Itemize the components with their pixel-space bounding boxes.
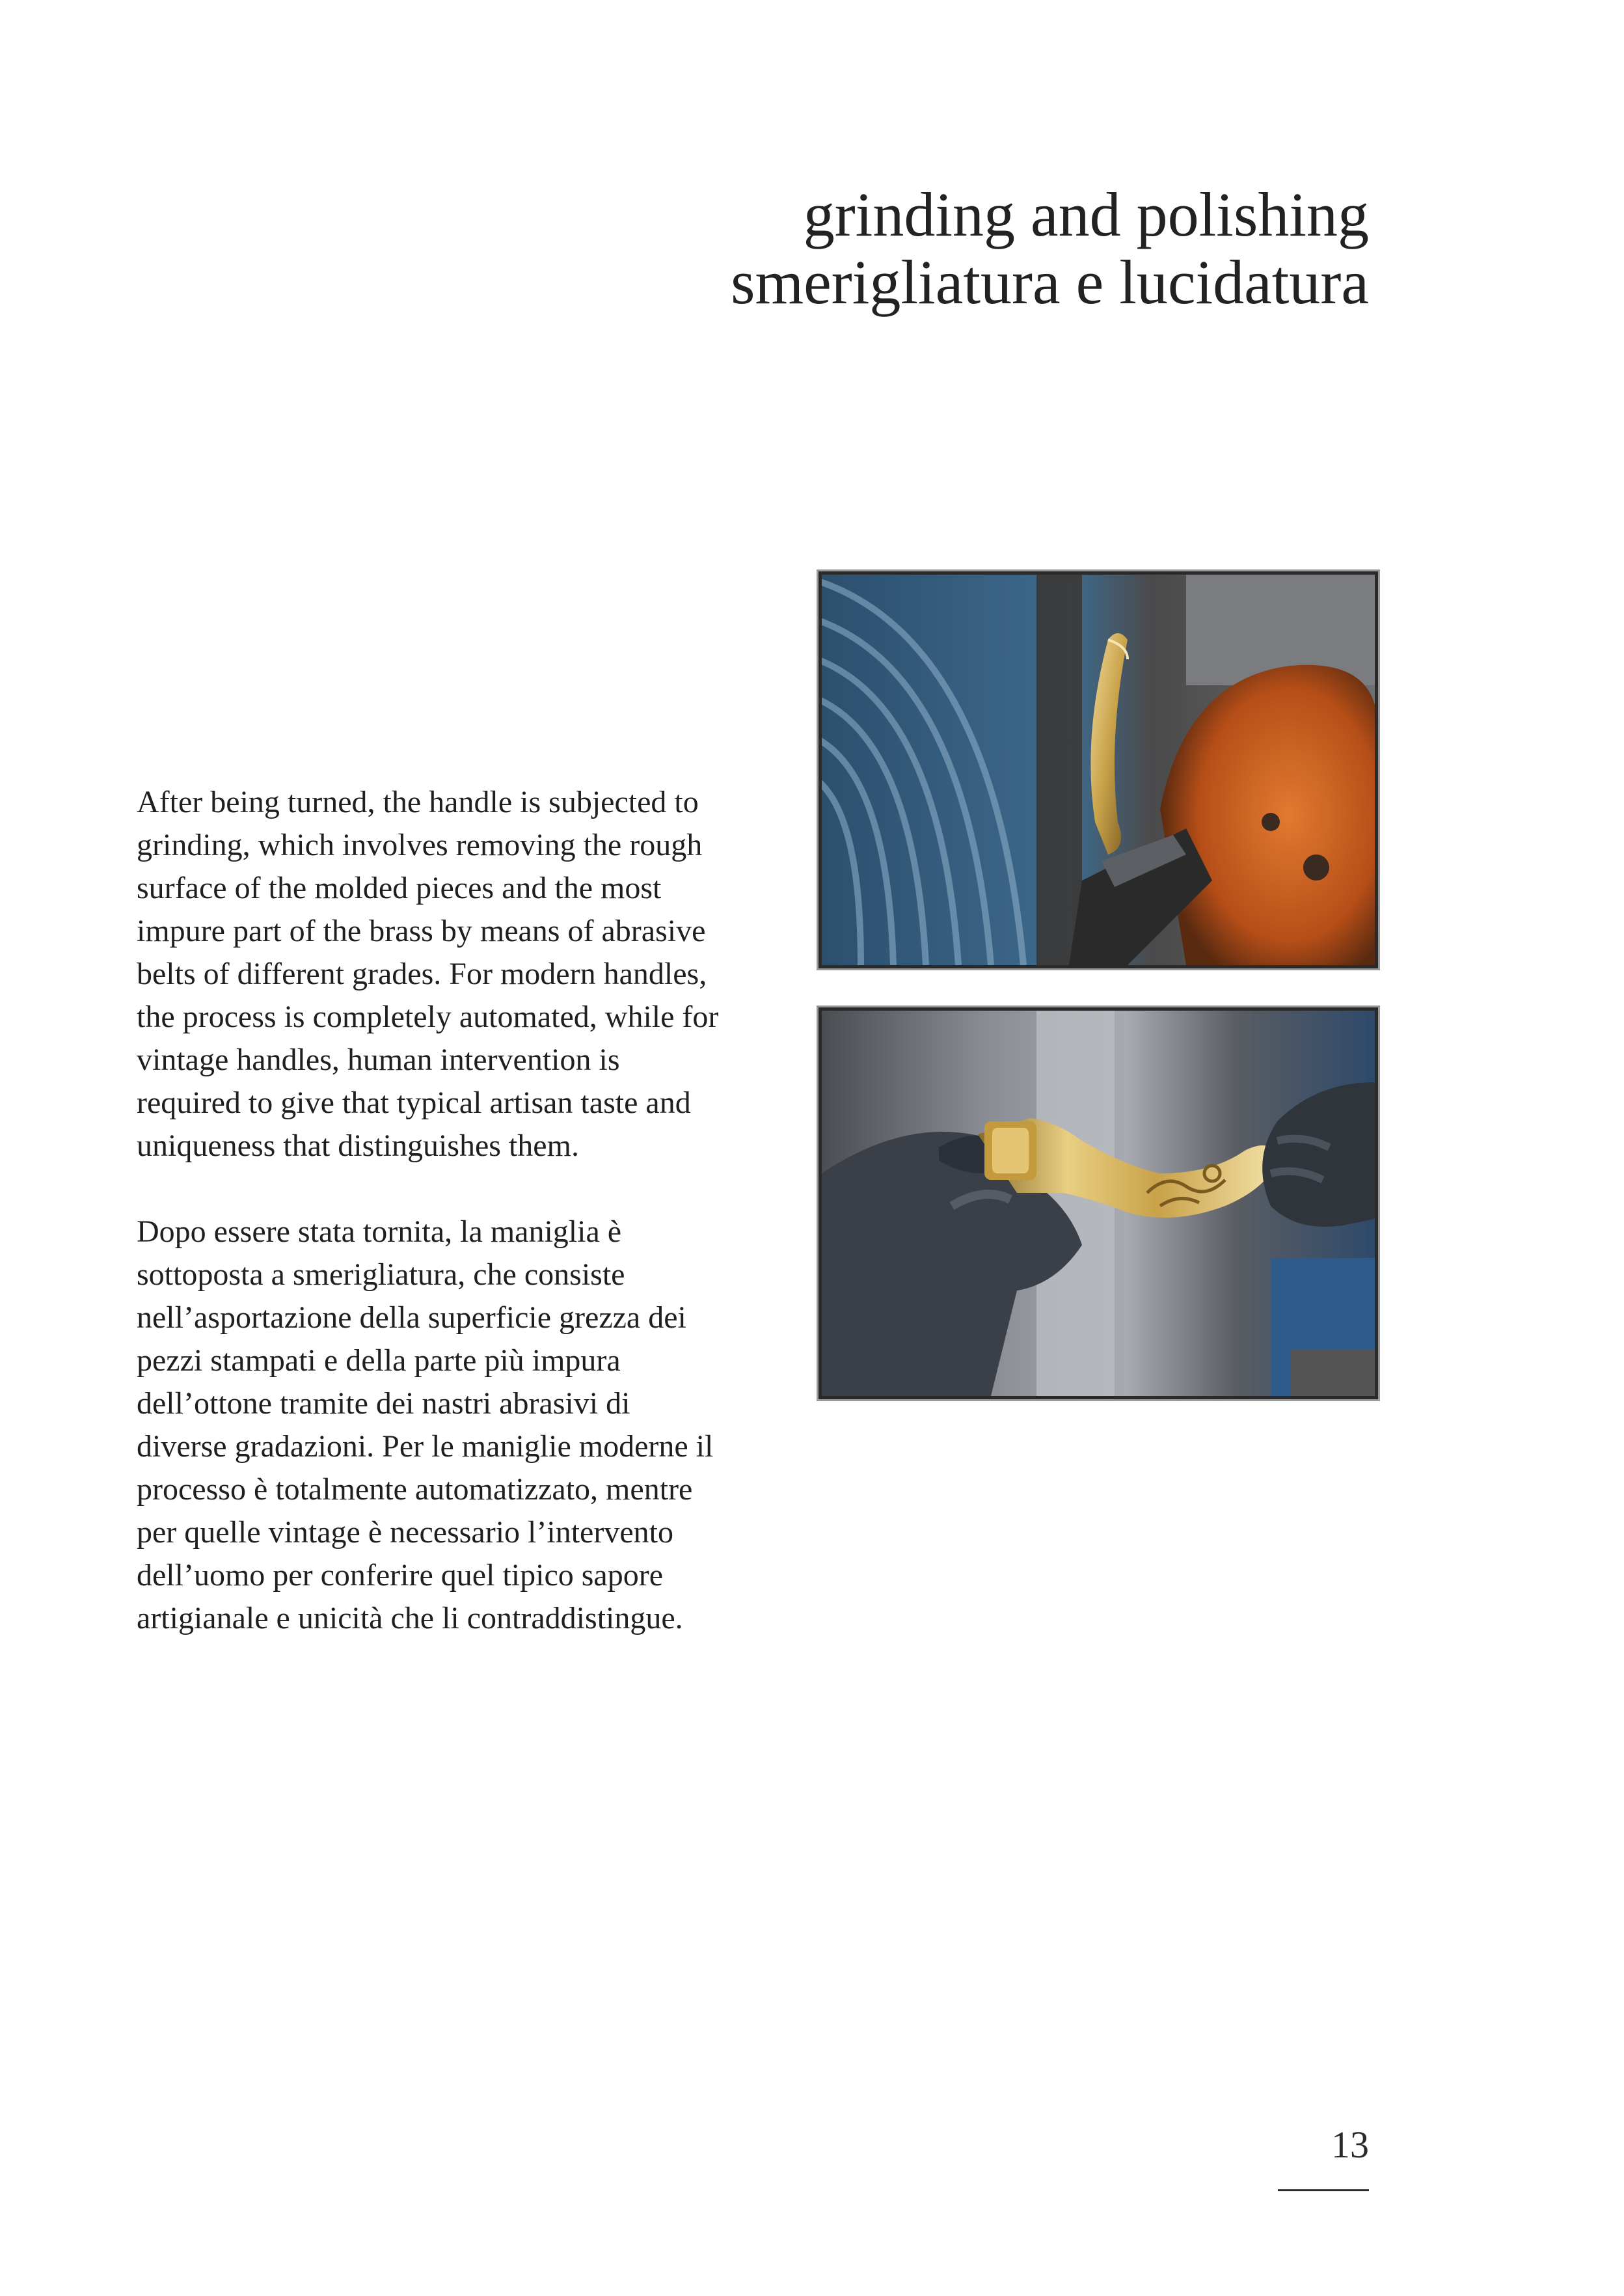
polishing-hands-illustration — [822, 1011, 1375, 1396]
photo-polishing-hands — [819, 1007, 1378, 1399]
grinding-belt-illustration — [822, 575, 1375, 965]
title-italian: smerigliatura e lucidatura — [731, 247, 1369, 317]
page-number-rule — [1278, 2189, 1369, 2191]
page-title — [731, 181, 1369, 316]
paragraph-english: After being turned, the handle is subjected to grinding, which involves removing the rough surface of the molded pieces and the most impure part of the brass by means of abrasive belts of different grades. For modern handles, the process is completely automated, while for vintage handles, human intervention is required to give that typical artisan taste and uniqueness that distinguishes them. — [137, 785, 719, 1163]
title-english: grinding and polishing — [803, 180, 1369, 249]
page-number: 13 — [1331, 2124, 1369, 2166]
body-text — [137, 781, 722, 1683]
paragraph-italian: Dopo essere stata tornita, la maniglia è sottoposta a smerigliatura, che consiste nell’asportazione della superficie grezza dei pezzi stampati e della parte più impura dell’ottone tramite dei nastri abrasivi di diverse gradazioni. Per le maniglie moderne il processo è totalmente automatizzato, mentre per quelle vintage è necessario l’intervento dell’uomo per conferire quel tipico sapore artigianale e unicità che li contraddistingue. — [137, 1214, 714, 1635]
photo-grinding-belt — [819, 571, 1378, 968]
